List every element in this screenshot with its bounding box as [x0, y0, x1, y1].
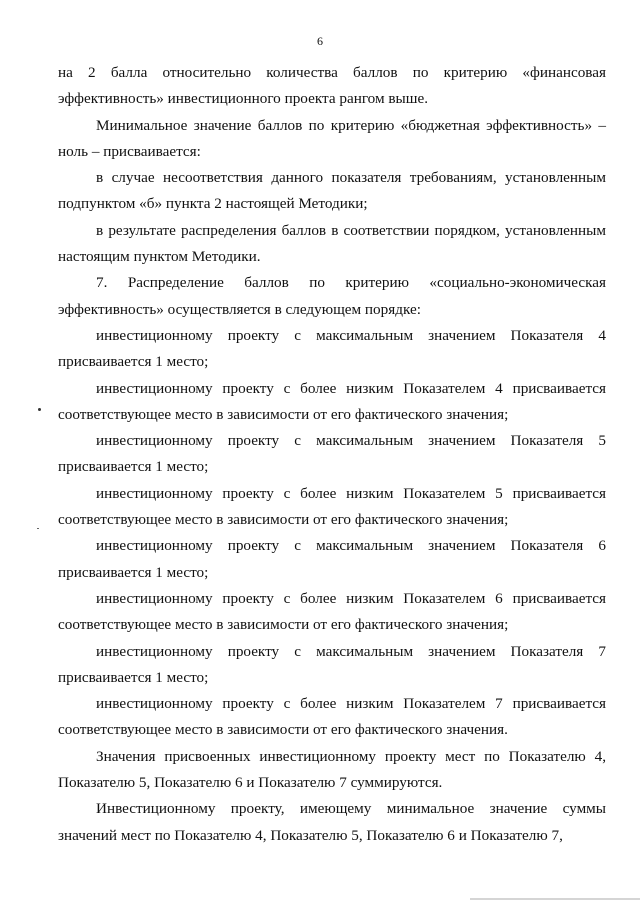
paragraph-14: Значения присвоенных инвестиционному проекту мест по Показателю 4, Показателю 5, Показателю 6 и Показателю 7 суммируются.: [58, 747, 606, 792]
scan-edge-shadow: [470, 898, 640, 900]
paragraph-3: в случае несоответствия данного показателя требованиям, установленным подпунктом «б» пункта 2 настоящей Методики;: [58, 169, 606, 213]
paragraph-12: инвестиционному проекту с максимальным значением Показателя 7 присваивается 1 место;: [58, 642, 606, 686]
paragraph-5: 7. Распределение баллов по критерию «социально-экономическая эффективность» осуществляется в следующем порядке:: [58, 274, 606, 318]
scan-speck: [38, 408, 41, 411]
scan-tick: [37, 528, 39, 529]
paragraph-8: инвестиционному проекту с максимальным значением Показателя 5 присваивается 1 место;: [58, 432, 606, 476]
paragraph-11: инвестиционному проекту с более низким Показателем 6 присваивается соответствующее место в зависимости от его фактического значения;: [58, 589, 606, 634]
paragraph-9: инвестиционному проекту с более низким Показателем 5 присваивается соответствующее место в зависимости от его фактического значения;: [58, 484, 606, 529]
paragraph-10: инвестиционному проекту с максимальным значением Показателя 6 присваивается 1 место;: [58, 537, 606, 581]
paragraph-4: в результате распределения баллов в соответствии порядком, установленным настоящим пунктом Методики.: [58, 221, 606, 266]
paragraph-2: Минимальное значение баллов по критерию «бюджетная эффективность» – ноль – присваивается:: [58, 116, 606, 160]
paragraph-15: Инвестиционному проекту, имеющему минимальное значение суммы значений мест по Показателю 4, Показателю 5, Показателю 6 и Показателю 7,: [58, 800, 606, 844]
page-number: 6: [317, 34, 323, 48]
paragraph-1: на 2 балла относительно количества баллов по критерию «финансовая эффективность» инвестиционного проекта рангом выше.: [58, 64, 606, 108]
paragraph-6: инвестиционному проекту с максимальным значением Показателя 4 присваивается 1 место;: [58, 326, 606, 371]
paragraph-7: инвестиционному проекту с более низким Показателем 4 присваивается соответствующее место в зависимости от его фактического значения;: [58, 379, 606, 423]
paragraph-13: инвестиционному проекту с более низким Показателем 7 присваивается соответствующее место в зависимости от его фактического значения.: [58, 695, 606, 739]
document-body: [58, 60, 606, 849]
